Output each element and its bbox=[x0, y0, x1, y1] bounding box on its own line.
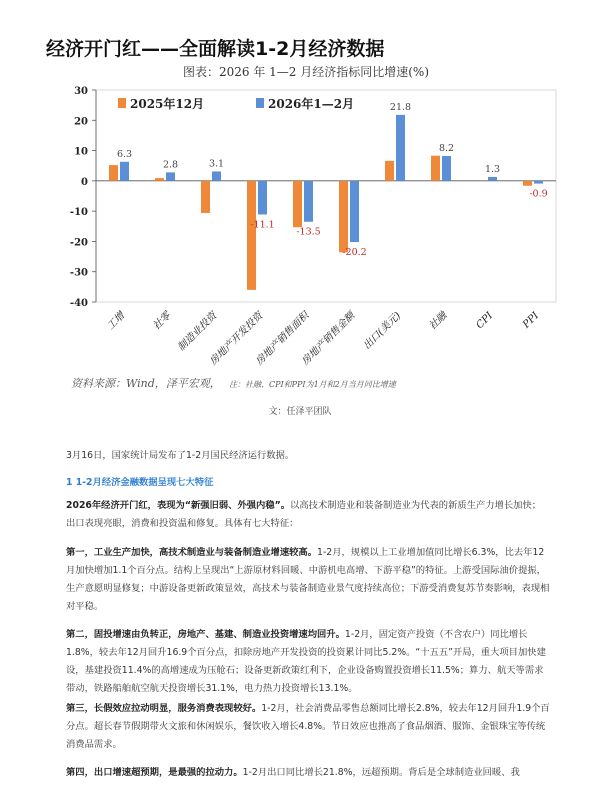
data-label: -13.5 bbox=[296, 226, 321, 238]
bar-dec-2025 bbox=[155, 178, 164, 181]
bar-chart bbox=[46, 60, 558, 400]
paragraph-lead: 第一，工业生产加快，高技术制造业与装备制造业增速较高。 bbox=[66, 547, 318, 558]
paragraph-summary bbox=[66, 497, 550, 533]
category-label: 社零 bbox=[151, 310, 174, 333]
category-label: 社融 bbox=[427, 310, 450, 333]
section-heading: 1 1-2月经济金融数据呈现七大特征 bbox=[66, 477, 214, 488]
bar-jan-feb-2026 bbox=[304, 181, 313, 222]
bar-jan-feb-2026 bbox=[488, 177, 497, 181]
paragraph-industry bbox=[66, 544, 550, 616]
plot-area-frame bbox=[96, 90, 556, 302]
chart-title: 图表：2026 年 1—2 月经济指标同比增速(%) bbox=[182, 65, 430, 79]
category-label: 制造业投资 bbox=[175, 310, 220, 354]
author-credit: 文：任泽平团队 bbox=[268, 407, 332, 417]
data-label: -0.9 bbox=[529, 188, 548, 200]
data-label: 8.2 bbox=[438, 143, 455, 155]
bar-dec-2025 bbox=[385, 161, 394, 181]
bar-dec-2025 bbox=[109, 165, 118, 181]
paragraph-body: 1-2月，社会消费品零售总额同比增长2.8%，较去年12月回升1.9个百分点。超长春节假期带火文旅和休闲娱乐，餐饮收入增长4.8%。节日效应也推高了食品烟酒、服饰、金银珠宝等传统消费品需求。 bbox=[66, 703, 550, 750]
source-label: 资料来源：Wind，泽平宏观， bbox=[71, 377, 221, 390]
data-label: 2.8 bbox=[162, 159, 179, 171]
data-label: 21.8 bbox=[389, 101, 412, 113]
paragraph-lead: 第三，长假效应拉动明显，服务消费表现较好。 bbox=[66, 703, 262, 714]
data-label: 1.3 bbox=[484, 163, 501, 175]
source-note: 注：社融、CPI和PPI为1月和2月当月同比增速 bbox=[229, 380, 396, 389]
legend-label: 2026年1—2月 bbox=[268, 97, 355, 111]
bar-jan-feb-2026 bbox=[258, 181, 267, 215]
paragraph-consumption bbox=[66, 700, 550, 754]
data-label: -11.1 bbox=[250, 219, 275, 231]
bar-jan-feb-2026 bbox=[534, 181, 543, 184]
bar-dec-2025 bbox=[339, 181, 348, 252]
bar-jan-feb-2026 bbox=[396, 115, 405, 181]
y-tick-label: -10 bbox=[69, 207, 88, 219]
legend-swatch bbox=[256, 98, 264, 108]
y-tick-label: 10 bbox=[74, 146, 88, 158]
category-label: 房地产开发投资 bbox=[207, 310, 266, 368]
bar-dec-2025 bbox=[247, 181, 256, 290]
data-label: 3.1 bbox=[208, 158, 225, 170]
bar-dec-2025 bbox=[201, 181, 210, 213]
paragraph-lead: 第四，出口增速超预期，是最强的拉动力。 bbox=[66, 767, 243, 778]
y-tick-label: 20 bbox=[74, 116, 88, 128]
y-tick-label: -30 bbox=[69, 267, 88, 279]
category-label: 房地产销售面积 bbox=[253, 310, 312, 368]
paragraph-investment bbox=[66, 626, 550, 698]
legend-swatch bbox=[118, 98, 126, 108]
bar-dec-2025 bbox=[293, 181, 302, 227]
category-label: PPI bbox=[521, 310, 542, 331]
paragraph-body: 以高技术制造业和装备制造业为代表的新质生产力增长加快；出口表现亮眼，消费和投资温和修复。具体有七大特征： bbox=[66, 500, 542, 529]
bar-jan-feb-2026 bbox=[166, 172, 175, 180]
paragraph-body: 1-2月，规模以上工业增加值同比增长6.3%，比去年12月加快增加1.1个百分点。结构上呈现出“上游原材料回暖、中游机电高增、下游平稳”的特征。上游受国际油价提振，生产意愿明显修复；中游设备更新政策显效，高技术与装备制造业景气度持续高位；下游受消费复苏节奏影响，表现相对平稳。 bbox=[66, 547, 550, 612]
bar-dec-2025 bbox=[431, 156, 440, 181]
paragraph-lead: 2026年经济开门红，表现为“新强旧弱、外强内稳”。 bbox=[66, 500, 291, 511]
paragraph-exports bbox=[66, 764, 550, 782]
paragraph-lead: 第二，固投增速由负转正，房地产、基建、制造业投资增速均回升。 bbox=[66, 629, 345, 640]
page-title: 经济开门红——全面解读1-2月经济数据 bbox=[46, 38, 385, 60]
category-label: 出口(美元) bbox=[361, 310, 404, 352]
paragraph-body: 1-2月出口同比增长21.8%，远超预期。背后是全球制造业回暖、我 bbox=[242, 767, 520, 778]
data-label: 6.3 bbox=[116, 148, 133, 160]
y-tick-label: 30 bbox=[74, 86, 88, 97]
category-label: 房地产销售金额 bbox=[299, 310, 358, 368]
y-tick-label: -20 bbox=[69, 237, 88, 249]
legend-label: 2025年12月 bbox=[130, 97, 205, 111]
data-label: -20.2 bbox=[342, 247, 367, 259]
bar-jan-feb-2026 bbox=[350, 181, 359, 242]
bar-dec-2025 bbox=[523, 181, 532, 186]
paragraph-body: 1-2月，固定资产投资（不含农户）同比增长1.8%，较去年12月回升16.9个百分点，扣除房地产开发投资的投资累计同比5.2%。“十五五”开局，重大项目加快建设，基建投资11.4%的高增速成为压舱石；设备更新政策红利下，企业设备购置投资增长11.5%；算力、航天等需求带动，铁路船舶航空航天投资增长31.1%，电力热力投资增长13.1%。 bbox=[66, 629, 546, 694]
bar-jan-feb-2026 bbox=[212, 171, 221, 180]
category-label: 工增 bbox=[105, 310, 128, 333]
bar-jan-feb-2026 bbox=[120, 162, 129, 181]
y-tick-label: 0 bbox=[81, 176, 88, 188]
category-label: CPI bbox=[474, 310, 496, 332]
intro-paragraph: 3月16日，国家统计局发布了1-2月国民经济运行数据。 bbox=[66, 450, 295, 461]
bar-jan-feb-2026 bbox=[442, 156, 451, 181]
y-tick-label: -40 bbox=[69, 298, 88, 309]
